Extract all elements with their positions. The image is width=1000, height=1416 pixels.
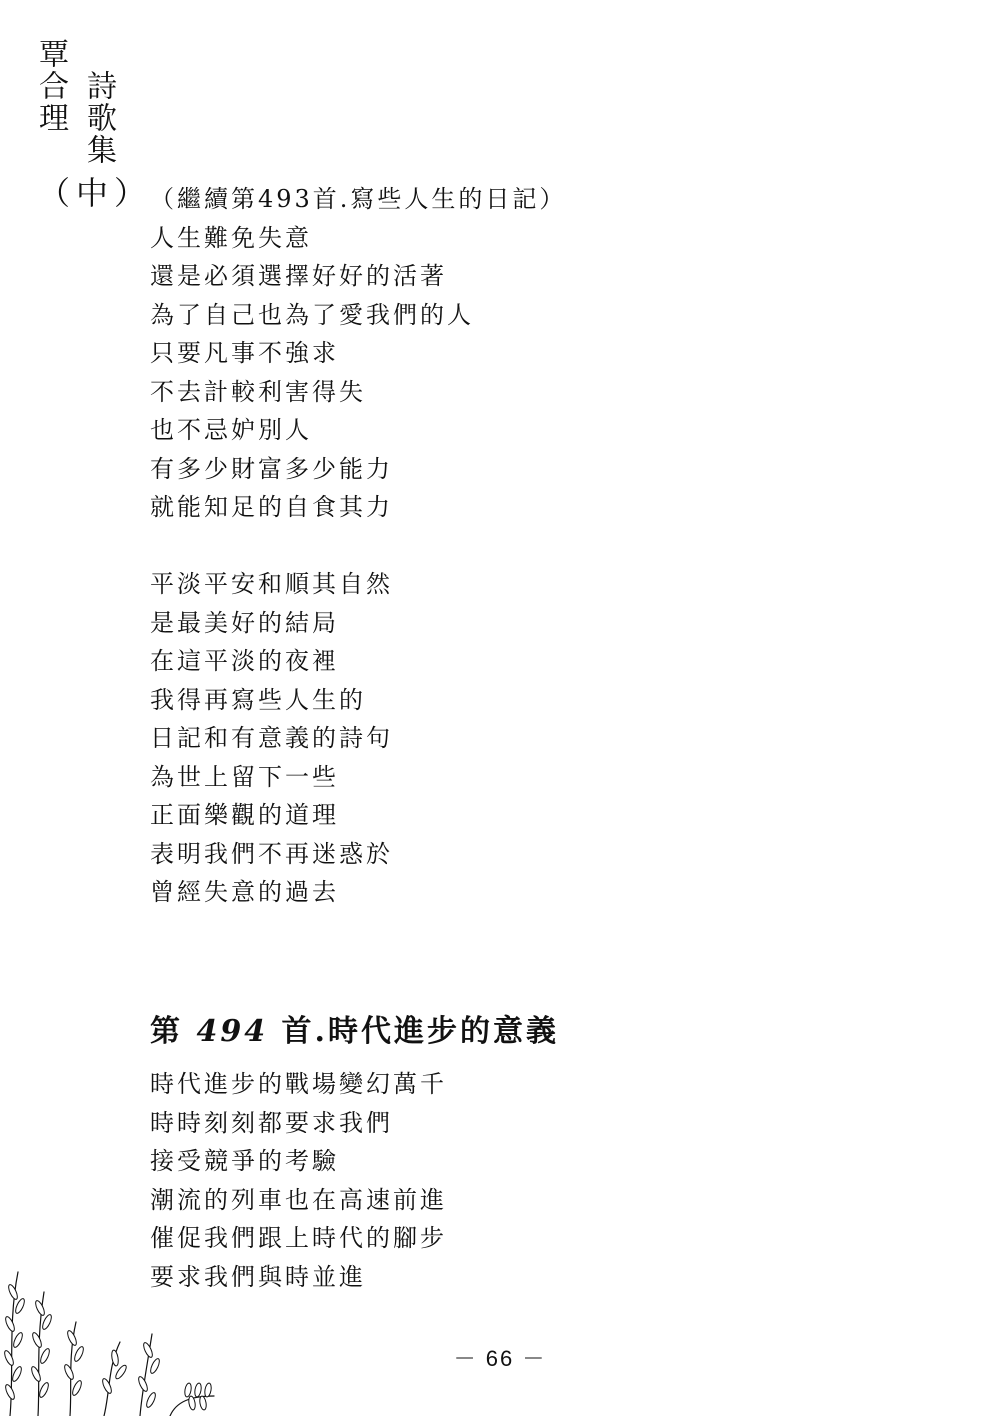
poem-line: 不去計較利害得失 <box>150 377 366 406</box>
poem-line: 有多少財富多少能力 <box>150 454 393 483</box>
volume-label: （中） <box>38 174 153 212</box>
poem-line: 為了自己也為了愛我們的人 <box>150 300 474 329</box>
poem-line: 是最美好的結局 <box>150 608 339 637</box>
poem-line: 曾經失意的過去 <box>150 878 339 906</box>
poem-line: 人生難免失意 <box>150 223 312 252</box>
poem-line: 也不忌妒別人 <box>150 416 312 444</box>
poem-line: 只要凡事不強求 <box>150 339 339 367</box>
poem-line: 催促我們跟上時代的腳步 <box>150 1224 447 1252</box>
herb-branch-icon <box>0 1262 230 1416</box>
poem-line: 表明我們不再迷惑於 <box>150 839 393 868</box>
author-name: 覃合理 <box>33 38 68 134</box>
book-title: 詩歌集 <box>81 70 116 166</box>
poem-line: 正面樂觀的道理 <box>150 801 339 829</box>
poem-line: （繼續第493首.寫些人生的日記） <box>150 185 567 213</box>
page-number: － 66 － <box>453 1346 547 1371</box>
poem-494-title <box>150 1006 559 1050</box>
title-prefix: 第 <box>150 1014 183 1049</box>
poem-line: 平淡平安和順其自然 <box>150 570 393 598</box>
poem-494-body <box>150 1065 830 1296</box>
stanza-break <box>150 527 830 566</box>
title-number: 494 <box>196 1014 269 1049</box>
title-suffix: 首.時代進步的意義 <box>281 1014 559 1049</box>
poem-line: 在這平淡的夜裡 <box>150 647 339 675</box>
poem-line: 我得再寫些人生的 <box>150 685 366 714</box>
poem-line: 時時刻刻都要求我們 <box>150 1108 393 1137</box>
poem-line: 就能知足的自食其力 <box>150 493 393 521</box>
poem-line: 日記和有意義的詩句 <box>150 724 393 752</box>
side-title <box>32 38 153 218</box>
poem-line: 為世上留下一些 <box>150 762 339 791</box>
poem-line: 還是必須選擇好好的活著 <box>150 262 447 290</box>
poem-line: 時代進步的戰場變幻萬千 <box>150 1070 447 1098</box>
poem-493-body <box>150 180 830 912</box>
poem-line: 要求我們與時並進 <box>150 1262 366 1291</box>
poem-line: 接受競爭的考驗 <box>150 1147 339 1175</box>
poem-line: 潮流的列車也在高速前進 <box>150 1185 447 1214</box>
